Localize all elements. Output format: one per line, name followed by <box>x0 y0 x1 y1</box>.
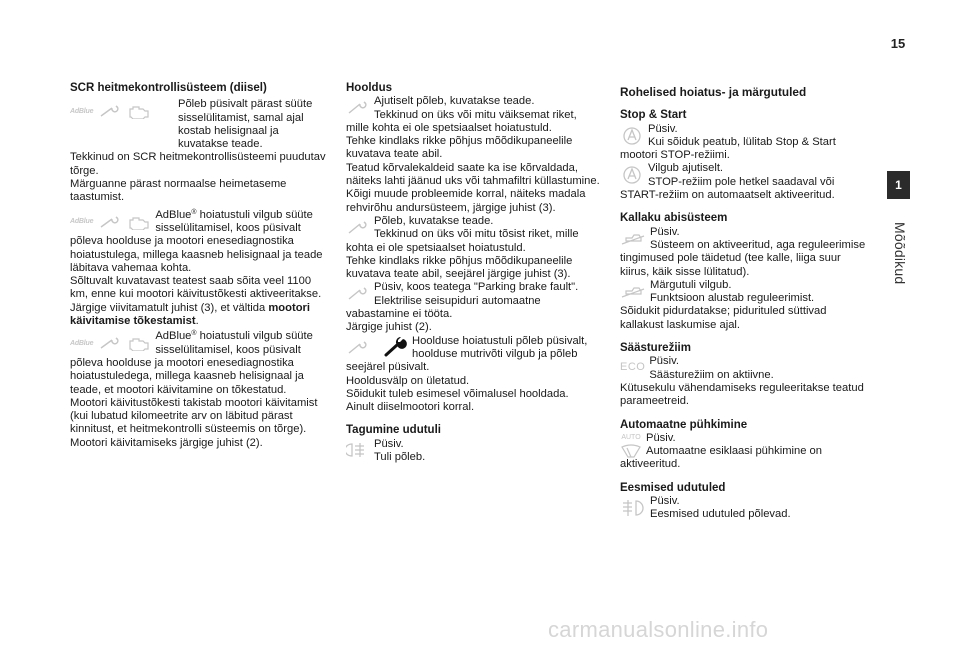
wrench-icon <box>99 215 121 229</box>
hill-descent-icon <box>620 281 646 301</box>
chapter-tab-label[interactable]: Mõõdikud <box>892 222 908 285</box>
adblue-icon: AdBlue <box>70 218 94 226</box>
rear-fog-text: Tuli põleb. <box>374 451 426 464</box>
rear-fog-first: Püsiv. <box>374 437 404 450</box>
rear-fog-entry <box>346 438 600 465</box>
scr-entry-1-first: Põleb püsivalt pärast süüte sisselülitamist, samal ajal kostab helisignaal ja kuvatakse teade. <box>178 98 313 151</box>
scr-entry-1 <box>70 98 326 204</box>
registered-mark: ® <box>191 330 197 338</box>
wrench-icon <box>346 285 370 301</box>
warning-icons <box>346 335 408 359</box>
page-number: 15 <box>890 36 906 51</box>
warning-icons <box>346 95 370 119</box>
stop-start-entry-1-text: Kui sõiduk peatub, lülitab Stop & Start mootori STOP-režiimi. <box>620 135 836 162</box>
wrench-icon <box>99 104 121 118</box>
warning-icons <box>620 432 642 458</box>
rear-fog-light-icon <box>346 441 370 459</box>
hill-descent-entry-1 <box>620 226 870 279</box>
hooldus-entry-3-first: Püsiv, koos teatega "Parking brake fault". <box>374 281 579 294</box>
eco-mode-icon: ECO <box>620 360 646 373</box>
wrench-icon <box>346 339 370 355</box>
warning-icons <box>346 438 370 462</box>
wrench-icon <box>346 99 370 115</box>
eco-entry <box>620 355 870 408</box>
engine-icon <box>127 103 151 119</box>
stop-start-icon <box>620 125 644 145</box>
front-fog-entry <box>620 495 870 522</box>
scr-entry-2-first-b: hoiatustuli vilgub süüte sisselülitamisel, koos püsivalt põleva hoolduse ja mootori enesediagnostika hoiatustulega, millega kaasneb helisignaal ja teade läbitava vahemaa kohta. <box>70 208 323 274</box>
scr-entry-2-instruction <box>70 302 326 329</box>
instruction-text: Järgige viivitamatult juhist (3), et vältida <box>70 301 269 314</box>
warning-icons <box>620 162 644 186</box>
warning-icons <box>620 226 646 250</box>
section-title-auto-wipe: Automaatne pühkimine <box>620 418 748 431</box>
hill-descent-entry-1-text: Süsteem on aktiveeritud, aga reguleerimise tingimused pole täidetud (tee kalle, liiga suur kiirus, käik sisse lülitatud). <box>620 238 866 278</box>
scr-entry-2-text: Sõltuvalt kuvatavast teatest saab sõita veel 1100 km, enne kui mootori käivitustõkesti aktiveeritakse. <box>70 275 322 301</box>
section-title-hooldus: Hooldus <box>346 82 392 94</box>
hooldus-entry-1 <box>346 95 600 215</box>
section-title-hill-descent: Kallaku abisüsteem <box>620 212 728 225</box>
section-title-front-fog: Eesmised udutuled <box>620 481 726 494</box>
scr-entry-3-text: Mootori käivitustõkesti takistab mootori käivitamist (kui lubatud kilomeetrite arv on läbitud pärast kinnitust, et heitmekontrolli süsteemis on tõrge). Mootori käivitamiseks järgige juhist (2). <box>70 396 318 449</box>
hill-descent-entry-1-first: Püsiv. <box>650 225 680 238</box>
hill-descent-entry-2-first: Märgutuli vilgub. <box>650 278 732 291</box>
section-title-rear-fog: Tagumine udutuli <box>346 424 441 437</box>
scr-entry-3-first-b: hoiatustuli vilgub süüte sisselülitamisel, koos püsivalt põleva hoolduse ja mootori enesediagnostika hoiatustuledega, millega kaasneb helisignaal ja teade, et mootori käivitamine on tõkestatud. <box>70 330 313 396</box>
wiper-icon <box>620 444 642 458</box>
scr-entry-1-text: Tekkinud on SCR heitmekontrollisüsteemi puudutav tõrge. Märguanne pärast normaalse heimetaseme taastumist. <box>70 151 326 204</box>
stop-start-entry-1 <box>620 123 870 163</box>
eco-text: Säästurežiim on aktiivne. Kütusekulu vähendamiseks reguleeritakse teatud parameetreid. <box>620 368 864 408</box>
warning-icons <box>346 281 370 305</box>
warning-icons <box>620 279 646 303</box>
hooldus-entry-4-text: Hooldusvälp on ületatud. Sõidukit tuleb esimesel võimalusel hooldada. Ainult diiselmootori korral. <box>346 374 569 414</box>
warning-icons <box>620 355 645 379</box>
hooldus-entry-4 <box>346 335 600 415</box>
warning-icons <box>70 209 151 235</box>
engine-icon <box>127 335 151 351</box>
warning-icons <box>620 495 646 521</box>
column-scr <box>70 82 326 450</box>
scr-entry-2-first-a: AdBlue <box>155 208 192 221</box>
section-title-green: Rohelised hoiatus- ja märgutuled <box>620 85 807 99</box>
auto-wipe-entry <box>620 432 870 472</box>
warning-icons <box>346 215 370 239</box>
instruction-end: . <box>195 315 199 328</box>
hooldus-entry-3-text: Elektrilise seisupiduri automaatne vabastamine ei tööta. Järgige juhist (2). <box>346 294 541 334</box>
column-hooldus <box>346 82 600 464</box>
instruction-bold: mootori käivitamise tõkestamist <box>70 301 310 328</box>
scr-entry-3-first-a: AdBlue <box>155 330 192 343</box>
adblue-icon: AdBlue <box>70 107 94 115</box>
scr-entry-2 <box>70 209 326 329</box>
stop-start-icon <box>620 164 644 184</box>
section-title-eco: Säästurežiim <box>620 342 691 355</box>
wrench-icon <box>99 336 121 350</box>
warning-icons <box>70 330 151 356</box>
hill-descent-entry-2 <box>620 279 870 332</box>
hooldus-entry-2 <box>346 215 600 281</box>
stop-start-entry-2 <box>620 162 870 202</box>
hooldus-entry-2-text: Tekkinud on üks või mitu tõsist riket, mille kohta ei ole spetsiaalset hoiatustuld. Tehke kindlaks rikke põhjus mõõdikupaneelile kuvatava teate abil, seejärel järgige juhist (3). <box>346 228 579 281</box>
chapter-tab-number[interactable]: 1 <box>887 171 910 199</box>
hill-descent-icon <box>620 228 646 248</box>
column-green-lights <box>620 82 870 522</box>
hooldus-entry-1-text: Tekkinud on üks või mitu väiksemat riket, mille kohta ei ole spetsiaalset hoiatustuld. Tehke kindlaks rikke põhjus mõõdikupaneelile kuvatava teate abil. Teatud kõrvalekaldeid saate ka ise kõrvaldada, näiteks lahti jäänud uks või tahmafiltri küllastumine. Kõigi muude probleemide korral, näiteks madala rehvirõhu andursüsteem, järgige juhist (3). <box>346 108 600 214</box>
stop-start-entry-2-text: STOP-režiim pole hetkel saadaval või START-režiim on automaatselt aktiveeritud. <box>620 175 835 202</box>
warning-icons <box>70 98 151 124</box>
auto-wipe-text: Automaatne esiklaasi pühkimine on aktiveeritud. <box>620 445 822 471</box>
service-wrench-icon <box>382 337 408 357</box>
watermark: carmanualsonline.info <box>548 617 769 642</box>
hooldus-entry-1-first: Ajutiselt põleb, kuvatakse teade. <box>374 95 535 108</box>
hill-descent-entry-2-text: Funktsioon alustab reguleerimist. Sõidukit pidurdatakse; pidurituled süttivad kallakust laskumise ajal. <box>620 292 827 331</box>
front-fog-text: Eesmised udutuled põlevad. <box>650 508 791 521</box>
auto-label: AUTO <box>621 434 641 442</box>
stop-start-entry-1-first: Püsiv. <box>648 122 678 135</box>
scr-entry-3 <box>70 330 326 450</box>
front-fog-light-icon <box>620 498 646 518</box>
registered-mark: ® <box>191 208 197 216</box>
adblue-icon: AdBlue <box>70 339 94 347</box>
hooldus-entry-3 <box>346 281 600 334</box>
section-title-scr: SCR heitmekontrollisüsteem (diisel) <box>70 82 267 94</box>
engine-icon <box>127 214 151 230</box>
front-fog-first: Püsiv. <box>650 495 680 508</box>
section-title-stop-start: Stop & Start <box>620 109 687 122</box>
warning-icons <box>620 123 644 147</box>
auto-wipe-first: Püsiv. <box>646 431 676 444</box>
hooldus-entry-2-first: Põleb, kuvatakse teade. <box>374 214 494 227</box>
hooldus-entry-4-first: Hoolduse hoiatustuli põleb püsivalt, hoolduse mutrivõti vilgub ja põleb seejärel püsivalt. <box>346 334 588 374</box>
eco-first: Püsiv. <box>649 355 679 368</box>
stop-start-entry-2-first: Vilgub ajutiselt. <box>648 162 724 175</box>
wrench-icon <box>346 219 370 235</box>
